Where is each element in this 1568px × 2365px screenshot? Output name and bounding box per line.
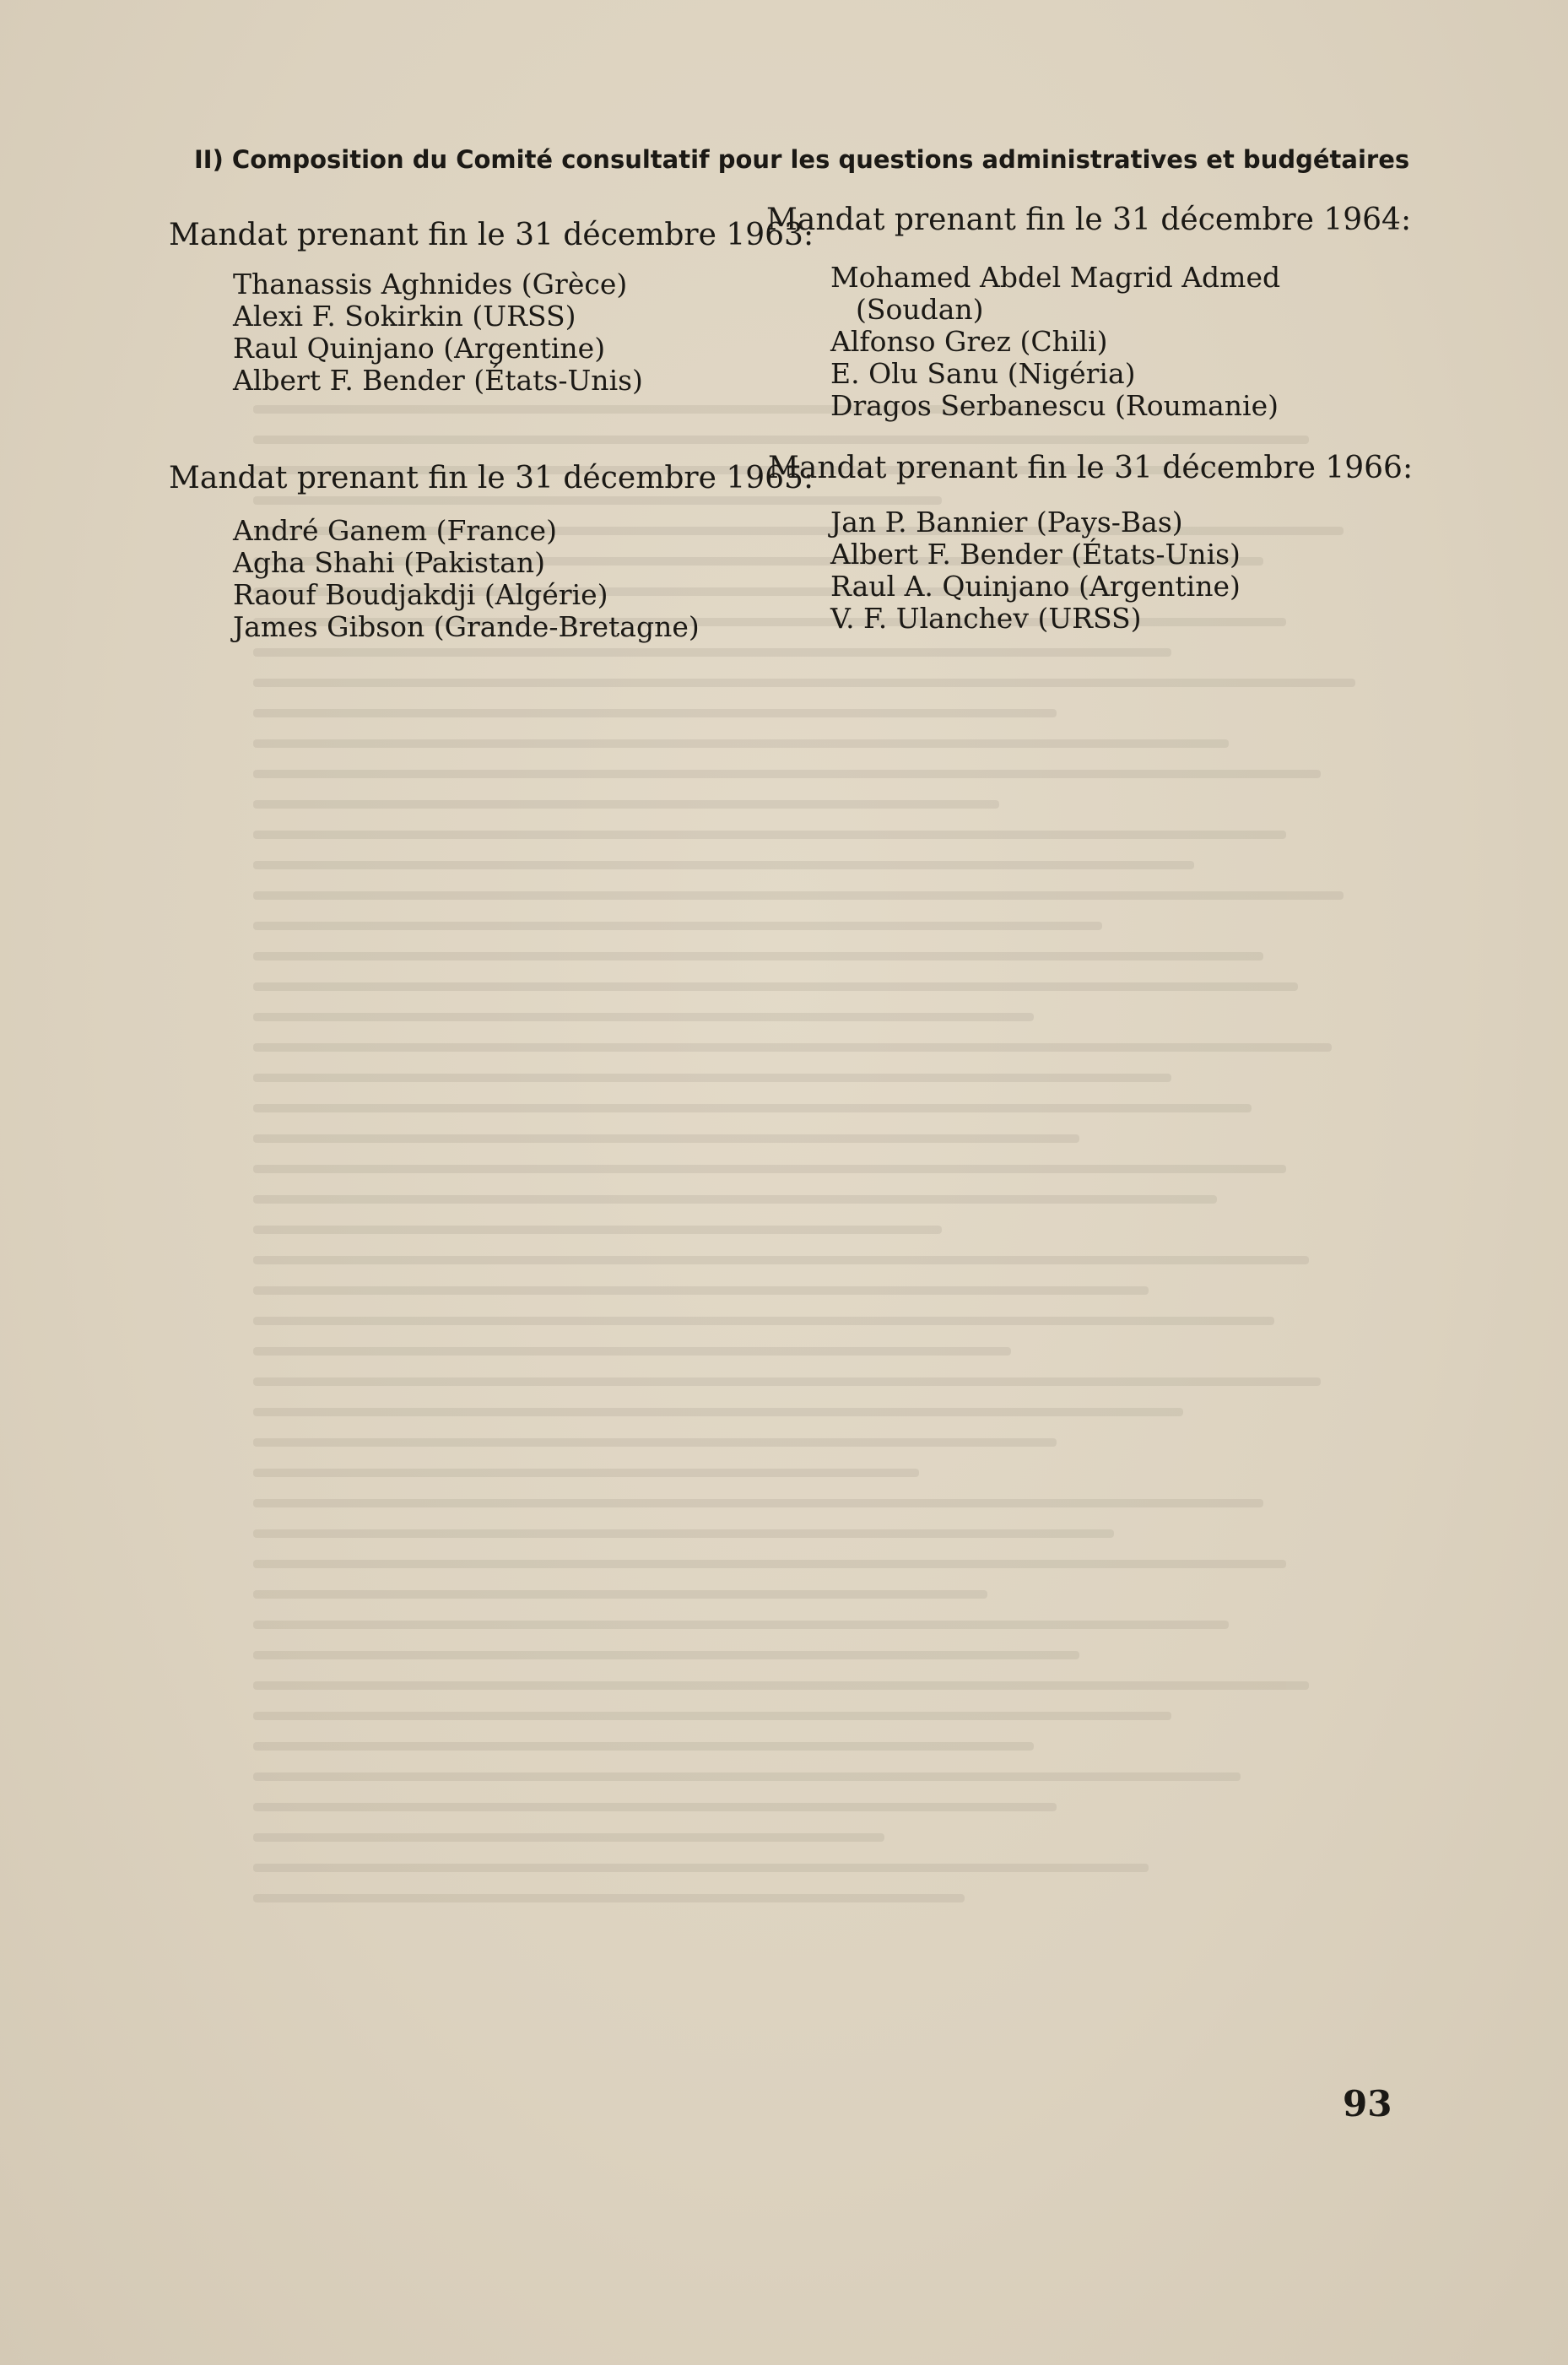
member-name: V. F. Ulanchev (URSS) bbox=[830, 602, 1142, 635]
term-1966-members bbox=[830, 506, 1241, 635]
member-name: Agha Shahi (Pakistan) bbox=[233, 546, 546, 579]
term-1965-title: Mandat prenant fin le 31 décembre 1965: bbox=[169, 461, 814, 495]
member-name: André Ganem (France) bbox=[233, 514, 557, 547]
member-name: James Gibson (Grande-Bretagne) bbox=[233, 610, 700, 643]
member-name: Raul A. Quinjano (Argentine) bbox=[830, 570, 1241, 603]
show-through-background bbox=[253, 405, 1401, 2051]
member-name: Alfonso Grez (Chili) bbox=[830, 325, 1108, 358]
member-name: Albert F. Bender (États-Unis) bbox=[830, 538, 1241, 571]
term-1963-members bbox=[233, 268, 643, 397]
member-name: Dragos Serbanescu (Roumanie) bbox=[830, 389, 1279, 422]
term-1963-title: Mandat prenant fin le 31 décembre 1963: bbox=[169, 218, 814, 252]
member-name: E. Olu Sanu (Nigéria) bbox=[830, 357, 1136, 390]
member-name: Alexi F. Sokirkin (URSS) bbox=[233, 300, 576, 333]
member-name: Raouf Boudjakdji (Algérie) bbox=[233, 578, 608, 611]
member-name: (Soudan) bbox=[856, 293, 984, 326]
term-1965-members bbox=[233, 515, 700, 643]
member-name: Thanassis Aghnides (Grèce) bbox=[233, 268, 628, 300]
term-1964-title: Mandat prenant fin le 31 décembre 1964: bbox=[766, 203, 1412, 237]
member-name: Raul Quinjano (Argentine) bbox=[233, 332, 606, 365]
section-heading: II) Composition du Comité consultatif pour les questions administratives et budgétaires bbox=[194, 145, 1410, 174]
member-name: Albert F. Bender (États-Unis) bbox=[233, 364, 643, 397]
term-1964-members bbox=[830, 262, 1280, 422]
term-1966-title: Mandat prenant fin le 31 décembre 1966: bbox=[768, 451, 1414, 485]
member-name: Jan P. Bannier (Pays-Bas) bbox=[830, 506, 1183, 538]
member-name: Mohamed Abdel Magrid Admed bbox=[830, 261, 1281, 294]
page-number: 93 bbox=[1343, 2083, 1392, 2124]
